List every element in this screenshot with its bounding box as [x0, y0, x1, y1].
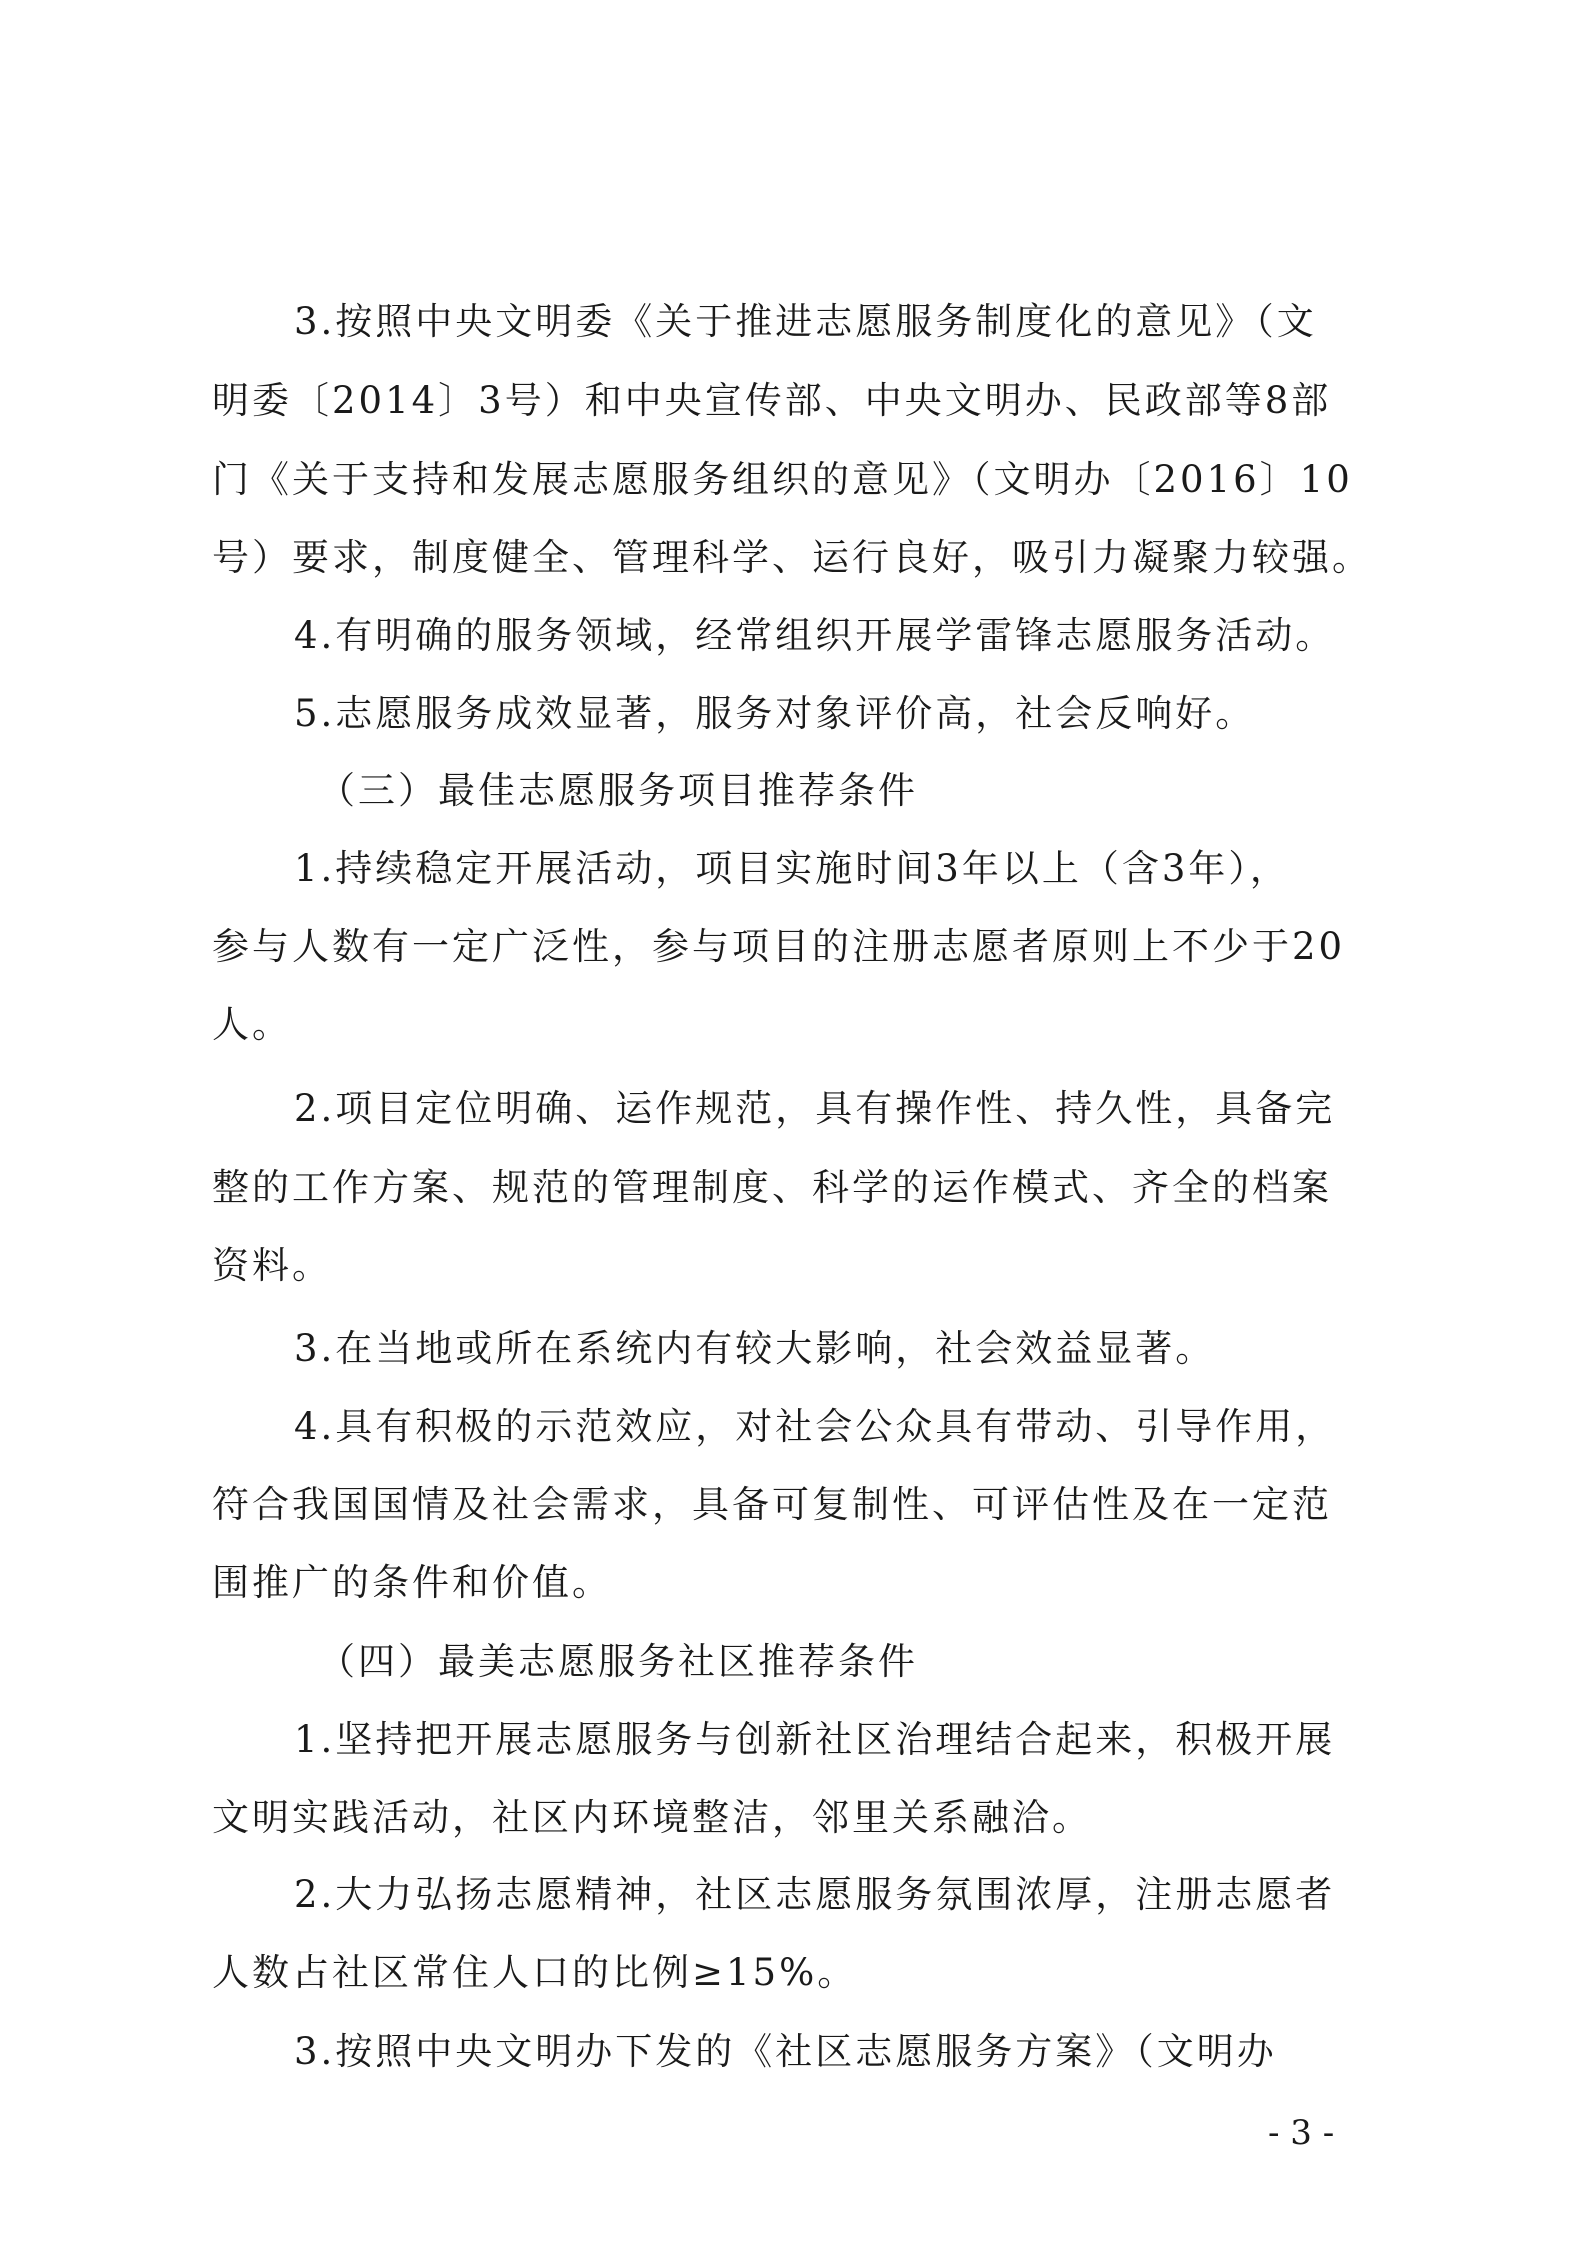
paragraph-line: 3.在当地或所在系统内有较大影响，社会效益显著。: [294, 1327, 1216, 1370]
paragraph-line: 符合我国国情及社会需求，具备可复制性、可评估性及在一定范: [212, 1483, 1332, 1526]
paragraph-line: 明委〔2014〕3号）和中央宣传部、中央文明办、民政部等8部: [212, 379, 1332, 422]
paragraph-line: 文明实践活动，社区内环境整洁，邻里关系融洽。: [212, 1796, 1092, 1839]
paragraph-line: 整的工作方案、规范的管理制度、科学的运作模式、齐全的档案: [212, 1166, 1332, 1209]
section-heading: （四）最美志愿服务社区推荐条件: [318, 1640, 918, 1683]
paragraph-line: 人数占社区常住人口的比例≥15%。: [212, 1951, 858, 1994]
paragraph-line: 人。: [212, 1003, 292, 1046]
paragraph-line: 5.志愿服务成效显著，服务对象评价高，社会反响好。: [294, 692, 1256, 735]
paragraph-line: 3.按照中央文明委《关于推进志愿服务制度化的意见》（文: [294, 300, 1317, 343]
page-number: - 3 -: [1268, 2113, 1335, 2153]
section-heading: （三）最佳志愿服务项目推荐条件: [318, 769, 918, 812]
paragraph-line: 1.持续稳定开展活动，项目实施时间3年以上（含3年），: [294, 847, 1290, 890]
paragraph-line: 参与人数有一定广泛性，参与项目的注册志愿者原则上不少于20: [212, 925, 1346, 968]
paragraph-line: 资料。: [212, 1244, 332, 1287]
paragraph-line: 1.坚持把开展志愿服务与创新社区治理结合起来，积极开展: [294, 1718, 1336, 1761]
paragraph-line: 3.按照中央文明办下发的《社区志愿服务方案》（文明办: [294, 2030, 1277, 2073]
paragraph-line: 2.项目定位明确、运作规范，具有操作性、持久性，具备完: [294, 1087, 1336, 1130]
paragraph-line: 门《关于支持和发展志愿服务组织的意见》（文明办〔2016〕10: [212, 458, 1353, 501]
paragraph-line: 2.大力弘扬志愿精神，社区志愿服务氛围浓厚，注册志愿者: [294, 1873, 1336, 1916]
paragraph-line: 4.有明确的服务领域，经常组织开展学雷锋志愿服务活动。: [294, 614, 1336, 657]
paragraph-line: 号）要求，制度健全、管理科学、运行良好，吸引力凝聚力较强。: [212, 536, 1372, 579]
paragraph-line: 围推广的条件和价值。: [212, 1561, 612, 1604]
paragraph-line: 4.具有积极的示范效应，对社会公众具有带动、引导作用，: [294, 1405, 1336, 1448]
